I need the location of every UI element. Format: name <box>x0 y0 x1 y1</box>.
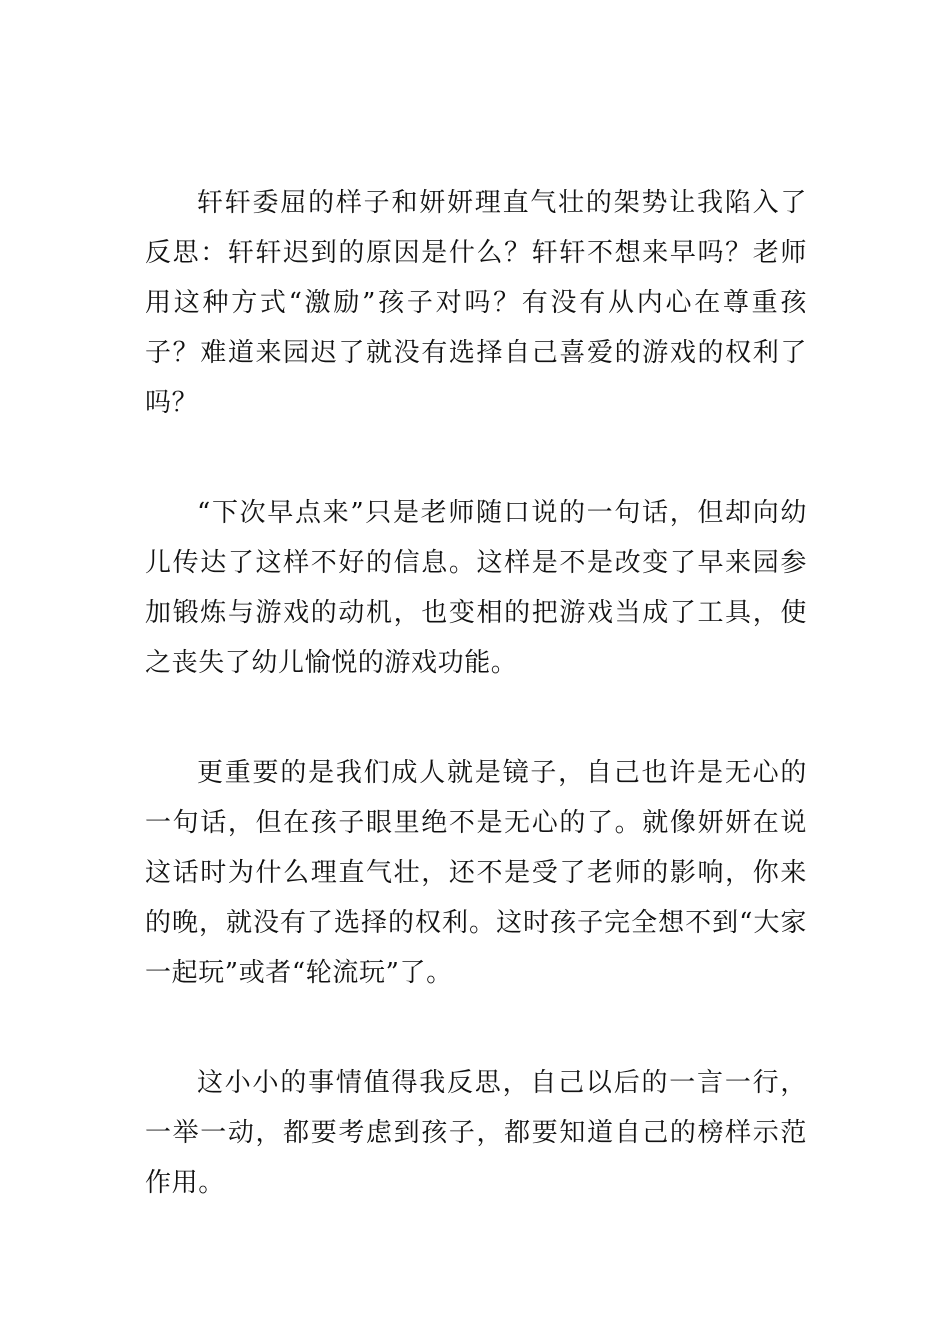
paragraph-casual-remark: “下次早点来”只是老师随口说的一句话，但却向幼儿传达了这样不好的信息。这样是不是改变了早来园参加锻炼与游戏的动机，也变相的把游戏当成了工具，使之丧失了幼儿愉悦的游戏功能。 <box>145 498 807 678</box>
paragraph-conclusion: 这小小的事情值得我反思，自己以后的一言一行，一举一动，都要考虑到孩子，都要知道自己的榜样示范作用。 <box>145 1068 807 1198</box>
document-body <box>145 178 807 1208</box>
paragraph-adults-as-mirror: 更重要的是我们成人就是镜子，自己也许是无心的一句话，但在孩子眼里绝不是无心的了。就像妍妍在说这话时为什么理直气壮，还不是受了老师的影响，你来的晚，就没有了选择的权利。这时孩子完全想不到“大家一起玩”或者“轮流玩”了。 <box>145 758 807 988</box>
paragraph-reflection: 轩轩委屈的样子和妍妍理直气壮的架势让我陷入了反思：轩轩迟到的原因是什么？轩轩不想来早吗？老师用这种方式“激励”孩子对吗？有没有从内心在尊重孩子？难道来园迟了就没有选择自己喜爱的游戏的权利了吗？ <box>145 188 807 418</box>
